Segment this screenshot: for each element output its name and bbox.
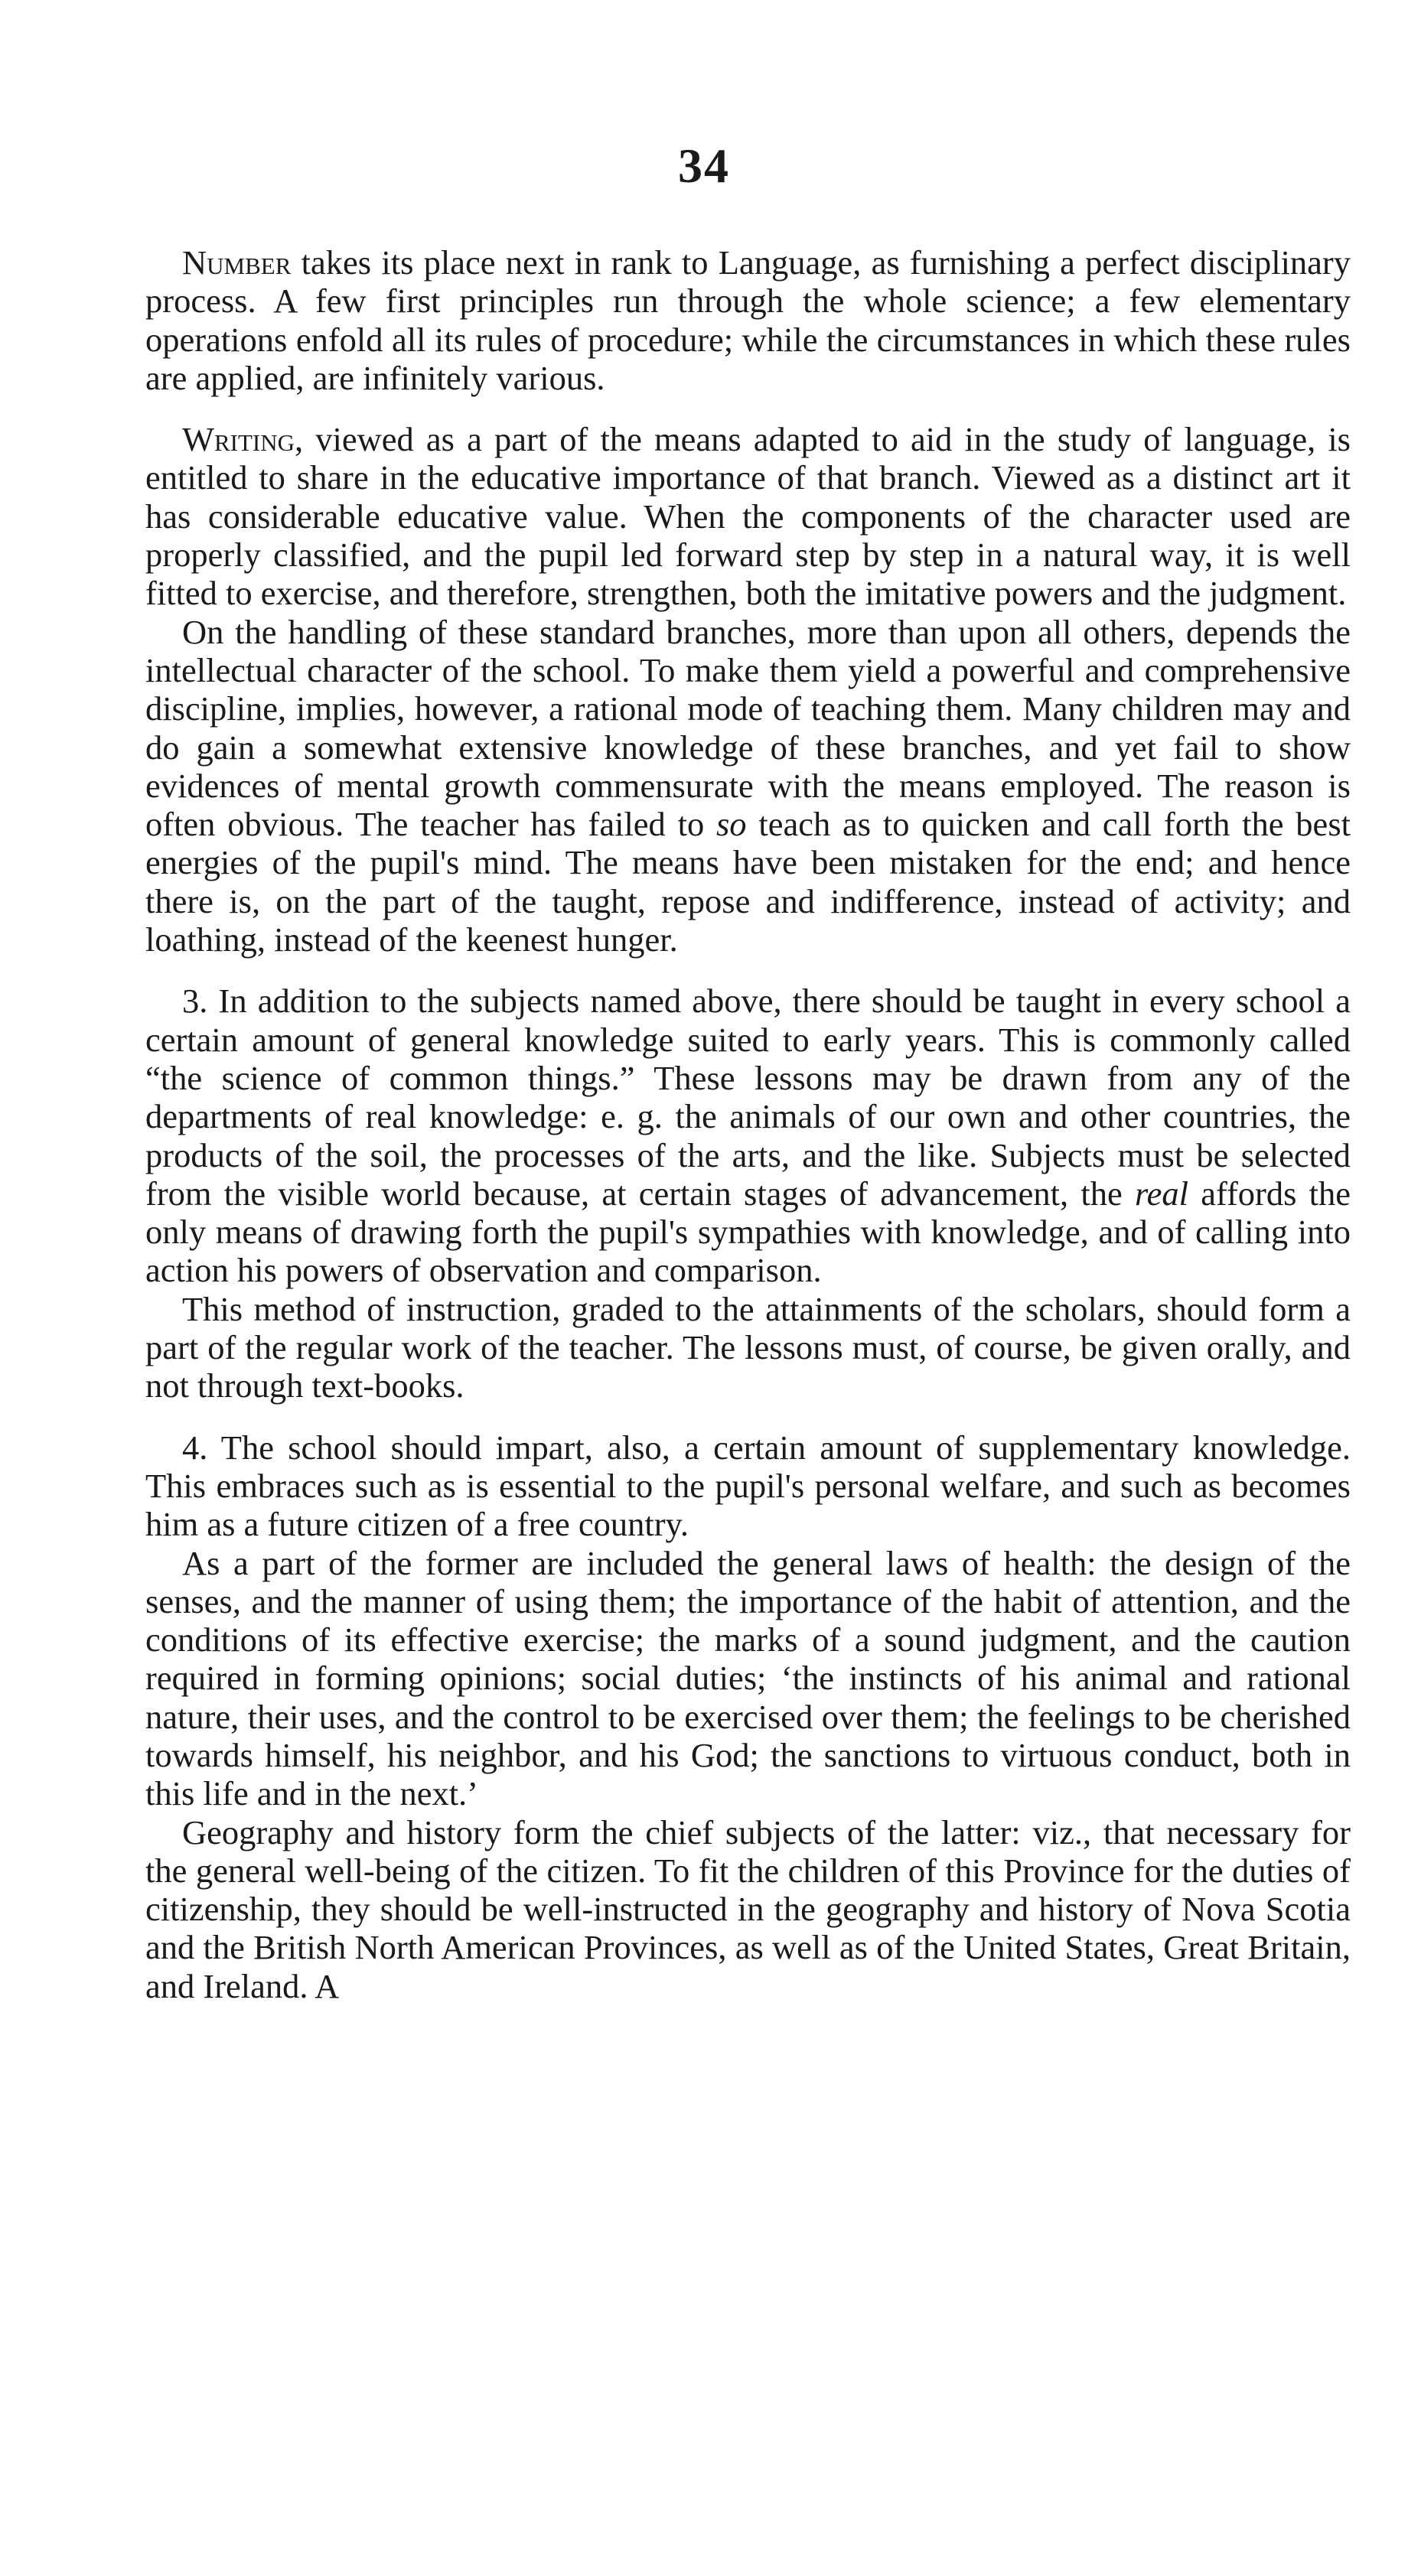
paragraph-text: affords the only means of drawing forth the pupil's sympathies with knowledge, and of calling into action his powers of observation and comparison. [145, 1174, 1351, 1290]
text-column [145, 243, 1351, 2005]
paragraph-number [145, 243, 1351, 397]
paragraph-writing [145, 420, 1351, 612]
paragraph-method-of-instruction [145, 1290, 1351, 1405]
emphasis-text: so [715, 805, 747, 844]
paragraph-supplementary-knowledge [145, 1428, 1351, 1544]
paragraph-text: 4. The school should impart, also, a certain amount of supplementary knowledge. This embraces such as is essential to the pupil's personal welfare, and such as becomes him as a future citizen of a free country. [145, 1428, 1351, 1544]
paragraph-text: teach as to quicken and call forth the best energies of the pupil's mind. The means have been mistaken for the end; and hence there is, on the part of the taught, repose and indifference, instead of activity; and loathing, instead of the keenest hunger. [145, 805, 1351, 959]
paragraph-text: This method of instruction, graded to the attainments of the scholars, should form a part of the regular work of the teacher. The lessons must, of course, be given orally, and not through text-books. [145, 1289, 1351, 1405]
paragraph-text: On the handling of these standard branches, more than upon all others, depends the intellectual character of the school. To make them yield a powerful and comprehensive discipline, implies, however, a rational mode of teaching them. Many children may and do gain a somewhat extensive knowledge of these branches, and yet fail to show evidences of mental growth commensurate with the means employed. The reason is often obvious. The teacher has failed to [145, 612, 1351, 844]
paragraph-text: , viewed as a part of the means adapted to aid in the study of language, is entitled to share in the educative importance of that branch. Viewed as a distinct art it has considerable educative value. When the components of the character used are properly classified, and the pupil led forward step by step in a natural way, it is well fitted to exercise, and therefore, strengthen, both the imitative powers and the judgment. [145, 420, 1351, 613]
paragraph-text: Geography and history form the chief subjects of the latter: viz., that necessary for the general well-being of the citizen. To fit the children of this Province for the duties of citizenship, they should be well-instructed in the geography and history of Nova Scotia and the British North American Provinces, as well as of the United States, Great Britain, and Ireland. A [145, 1812, 1351, 2005]
paragraph-lead: Writing [182, 420, 295, 459]
paragraph-geography-history [145, 1813, 1351, 2005]
emphasis-text: real [1134, 1174, 1188, 1213]
page-number: 34 [678, 138, 730, 193]
paragraph-standard-branches [145, 613, 1351, 959]
paragraph-general-knowledge [145, 982, 1351, 1289]
paragraph-text: As a part of the former are included the general laws of health: the design of the senses, and the manner of using them; the importance of the habit of attention, and the conditions of its effective exercise; the marks of a sound judgment, and the caution required in forming opinions; social duties; ‘the instincts of his animal and rational nature, their uses, and the control to be exercised over them; the feelings to be cherished towards himself, his neighbor, and his God; the sanctions to virtuous conduct, both in this life and in the next.’ [145, 1543, 1351, 1813]
paragraph-laws-of-health [145, 1544, 1351, 1813]
paragraph-lead: Number [182, 243, 292, 282]
paragraph-text: 3. In addition to the subjects named above, there should be taught in every school a certain amount of general knowledge suited to early years. This is commonly called “the science of common things.” These lessons may be drawn from any of the departments of real knowledge: e. g. the animals of our own and other countries, the products of the soil, the processes of the arts, and the like. Subjects must be selected from the visible world because, at certain stages of advancement, the [145, 982, 1351, 1213]
paragraph-text: takes its place next in rank to Language, as furnishing a perfect disciplinary process. A few first principles run through the whole science; a few elementary operations enfold all its rules of procedure; while the circumstances in which these rules are applied, are infinitely various. [145, 243, 1351, 397]
